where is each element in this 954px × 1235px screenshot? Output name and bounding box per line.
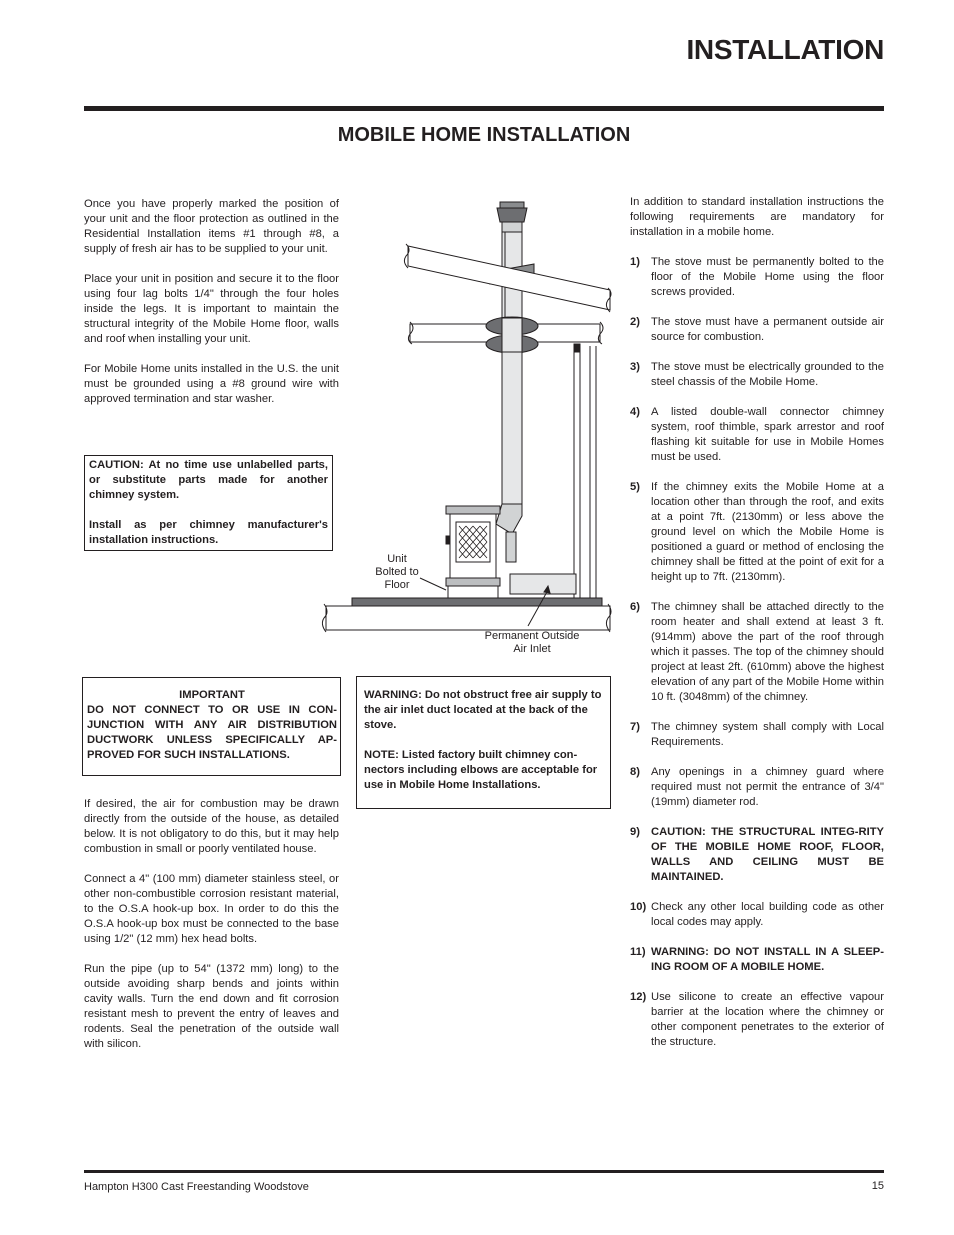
item-number: 9) bbox=[630, 826, 640, 838]
item-number: 4) bbox=[630, 406, 640, 418]
item-number: 11) bbox=[630, 946, 646, 958]
item-text: WARNING: DO NOT INSTALL IN A SLEEP-ING ROOM OF A MOBILE HOME. bbox=[651, 946, 884, 973]
air-inlet-label-line: Air Inlet bbox=[513, 643, 551, 655]
section-title: MOBILE HOME INSTALLATION bbox=[337, 124, 631, 146]
note-text: NOTE: Listed factory built chimney con-nectors including elbows are acceptable for use in Mobile Home Installations. bbox=[364, 749, 598, 791]
list-item bbox=[630, 315, 884, 345]
page-title: INSTALLATION bbox=[686, 34, 884, 65]
list-item bbox=[630, 255, 884, 300]
caution-text: CAUTION: At no time use unlabelled parts, or substitute parts made for another chimney system. bbox=[89, 459, 328, 501]
item-text: The chimney system shall comply with Local Requirements. bbox=[651, 721, 884, 748]
item-number: 10) bbox=[630, 901, 647, 913]
air-inlet-label bbox=[466, 630, 598, 656]
floor bbox=[322, 598, 611, 632]
air-inlet-label-line: Permanent Outside bbox=[484, 630, 580, 642]
list-item bbox=[630, 405, 884, 465]
item-number: 8) bbox=[630, 766, 640, 778]
outside-air-duct bbox=[510, 344, 596, 604]
item-number: 7) bbox=[630, 721, 640, 733]
unit-label-line: Unit bbox=[387, 553, 407, 565]
item-text: The stove must be permanently bolted to the floor of the Mobile Home using the floor screws provided. bbox=[651, 256, 884, 298]
unit-label-line: Bolted to bbox=[375, 566, 419, 578]
item-text: Use silicone to create an effective vapour barrier at the location where the chimney or other component penetrates to the exterior of the structure. bbox=[651, 991, 884, 1048]
caution-install-text: Install as per chimney manufacturer's installation instructions. bbox=[89, 519, 328, 546]
important-text: DO NOT CONNECT TO OR USE IN CON-JUNCTION WITH ANY AIR DISTRIBUTION DUCTWORK UNLESS SPECIFICALLY AP-PROVED FOR SUCH INSTALLATIONS. bbox=[87, 704, 337, 761]
list-item bbox=[630, 825, 884, 885]
item-text: The stove must have a permanent outside air source for combustion. bbox=[651, 316, 884, 343]
intro-paragraph: In addition to standard installation instructions the following requirements are mandatory for installation in a mobile home. bbox=[630, 196, 884, 238]
warning-text: WARNING: Do not obstruct free air supply to the air inlet duct located at the back of the stove. bbox=[364, 689, 602, 731]
right-column bbox=[630, 195, 884, 1065]
requirements-list bbox=[630, 255, 884, 1050]
list-item bbox=[630, 720, 884, 750]
item-text: CAUTION: THE STRUCTURAL INTEG-RITY OF THE MOBILE HOME ROOF, FLOOR, WALLS AND CEILING MUST BE MAINTAINED. bbox=[651, 826, 884, 883]
list-item bbox=[630, 360, 884, 390]
bottom-rule bbox=[84, 1170, 884, 1173]
list-item bbox=[630, 765, 884, 810]
list-item bbox=[630, 900, 884, 930]
item-number: 12) bbox=[630, 991, 647, 1003]
list-item bbox=[630, 480, 884, 585]
unit-label-line: Floor bbox=[384, 579, 410, 591]
list-item bbox=[630, 945, 884, 975]
important-box bbox=[82, 677, 341, 776]
paragraph: Run the pipe (up to 54" (1372 mm) long) to the outside avoiding sharp bends and joints within cavity walls. Turn the end down and fit corrosion resistant mesh to prevent the entry of leaves and rodents. Seal the penetration of the outside wall with silicon. bbox=[84, 963, 339, 1050]
list-item bbox=[630, 600, 884, 705]
warning-box bbox=[356, 676, 611, 809]
item-number: 3) bbox=[630, 361, 640, 373]
installation-diagram bbox=[318, 194, 614, 664]
important-heading: IMPORTANT bbox=[179, 689, 245, 701]
left-column-lower bbox=[84, 797, 339, 1067]
item-text: If the chimney exits the Mobile Home at a location other than through the roof, and exits at a point 7ft. (2130mm) or less above the ground level on which the Mobile Home is positioned a guard or method of enclosing the chimney shall be fitted at the point of exit for a height up to 7ft. (2130mm). bbox=[651, 481, 884, 583]
footer-title: Hampton H300 Cast Freestanding Woodstove bbox=[84, 1181, 309, 1193]
paragraph: If desired, the air for combustion may be drawn directly from the outside of the house, as detailed below. It is not obligatory to do this, but it may help combustion in small or poorly ventilated house. bbox=[84, 798, 339, 855]
chimney-connector bbox=[496, 352, 522, 562]
left-column bbox=[84, 197, 339, 422]
item-number: 2) bbox=[630, 316, 640, 328]
paragraph: Once you have properly marked the position of your unit and the floor protection as outlined in the Residential Installation items #1 through #8, a supply of fresh air has to be supplied to your unit. bbox=[84, 198, 339, 255]
stove bbox=[446, 506, 500, 606]
caution-box bbox=[84, 455, 333, 551]
top-rule bbox=[84, 106, 884, 111]
unit-label bbox=[368, 553, 426, 592]
paragraph: Place your unit in position and secure it to the floor using four lag bolts 1/4" through the four holes inside the legs. It is important to maintain the structural integrity of the Mobile Home floor, walls and roof when installing your unit. bbox=[84, 273, 339, 345]
item-text: The chimney shall be attached directly to the room heater and shall extend at least 3 ft. (914mm) above the part of the roof through which it passes. The top of the chimney should project at least 2ft. (610mm) above the highest elevation of any part of the Mobile Home within 10 ft. (3048mm) of the chimney. bbox=[651, 601, 884, 703]
item-text: Any openings in a chimney guard where required must not permit the entrance of 3/4" (19mm) diameter rod. bbox=[651, 766, 884, 808]
item-text: Check any other local building code as other local codes may apply. bbox=[651, 901, 884, 928]
paragraph: For Mobile Home units installed in the U.S. the unit must be grounded using a #8 ground wire with approved termination and star washer. bbox=[84, 363, 339, 405]
page-number: 15 bbox=[871, 1180, 884, 1192]
item-number: 6) bbox=[630, 601, 640, 613]
chimney-cap bbox=[497, 202, 527, 232]
item-number: 5) bbox=[630, 481, 640, 493]
list-item bbox=[630, 990, 884, 1050]
item-text: The stove must be electrically grounded to the steel chassis of the Mobile Home. bbox=[651, 361, 884, 388]
item-number: 1) bbox=[630, 256, 640, 268]
item-text: A listed double-wall connector chimney system, roof thimble, spark arrestor and roof flashing kit suitable for use in Mobile Homes must be used. bbox=[651, 406, 884, 463]
paragraph: Connect a 4" (100 mm) diameter stainless steel, or other non-combustible corrosion resistant material, to the O.S.A hook-up box. In order to do this the O.S.A hook-up box must be connected to the base using 1/2" (12 mm) hex head bolts. bbox=[84, 873, 339, 945]
